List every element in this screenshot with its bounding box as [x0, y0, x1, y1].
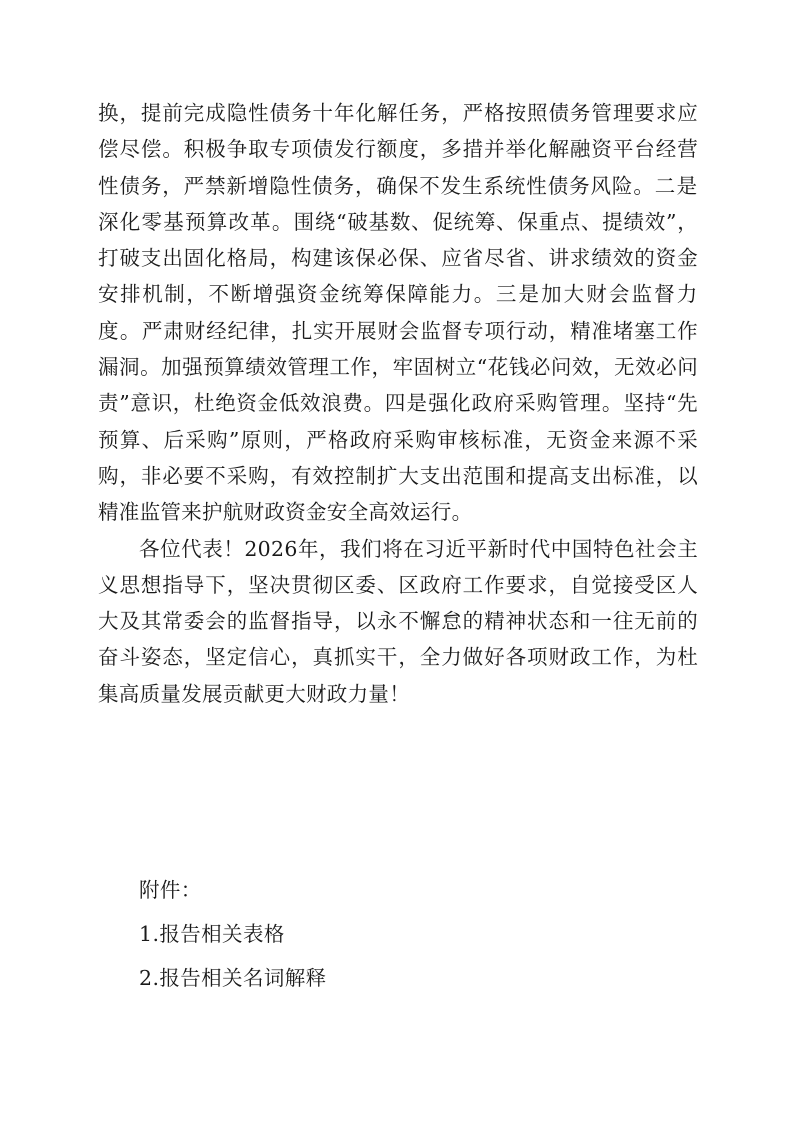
section-heading-4: 四是强化政府采购管理。	[384, 391, 624, 416]
attachment-item: 2.报告相关名词解释	[139, 966, 327, 990]
report-body	[98, 95, 698, 712]
paragraph-text: 换，提前完成隐性债务十年化解任务，严格按照债务管理要求应偿尽偿。积极争取专项债发行额度，多措并举化解融资平台经营性债务，严禁新增隐性债务，确保不发生系统性债务风险。	[98, 101, 698, 198]
section-heading-3: 三是加大财会监督力度。	[98, 282, 699, 343]
paragraph-text: 坚持“先预算、后采购”原则，严格政府采购审核标准，无资金来源不采购，非必要不采购，有效控制扩大支出范围和提高支出标准，以精准监管来护航财政资金安全高效运行。	[98, 391, 698, 525]
attachments-section	[139, 868, 639, 1000]
paragraph-text: 严肃财经纪律，扎实开展财会监督专项行动，精准堵塞工作漏洞。加强预算绩效管理工作，牢固树立“花钱必问效，无效必问责”意识，杜绝资金低效浪费。	[98, 318, 698, 416]
attachment-item: 1.报告相关表格	[139, 922, 285, 946]
section-heading-2: 二是深化零基预算改革。	[98, 173, 698, 234]
paragraph-continued	[98, 95, 698, 531]
closing-paragraph: 各位代表！2026年，我们将在习近平新时代中国特色社会主义思想指导下，坚决贯彻区委、区政府工作要求，自觉接受区人大及其常委会的监督指导，以永不懈怠的精神状态和一往无前的奋斗姿态，坚定信心，真抓实干，全力做好各项财政工作，为杜集高质量发展贡献更大财政力量！	[98, 536, 698, 706]
attachments-label: 附件：	[139, 878, 202, 902]
paragraph-text: 围绕“破基数、促统筹、保重点、提绩效”，打破支出固化格局，构建该保必保、应省尽省、讲求绩效的资金安排机制，不断增强资金统筹保障能力。	[98, 209, 698, 307]
